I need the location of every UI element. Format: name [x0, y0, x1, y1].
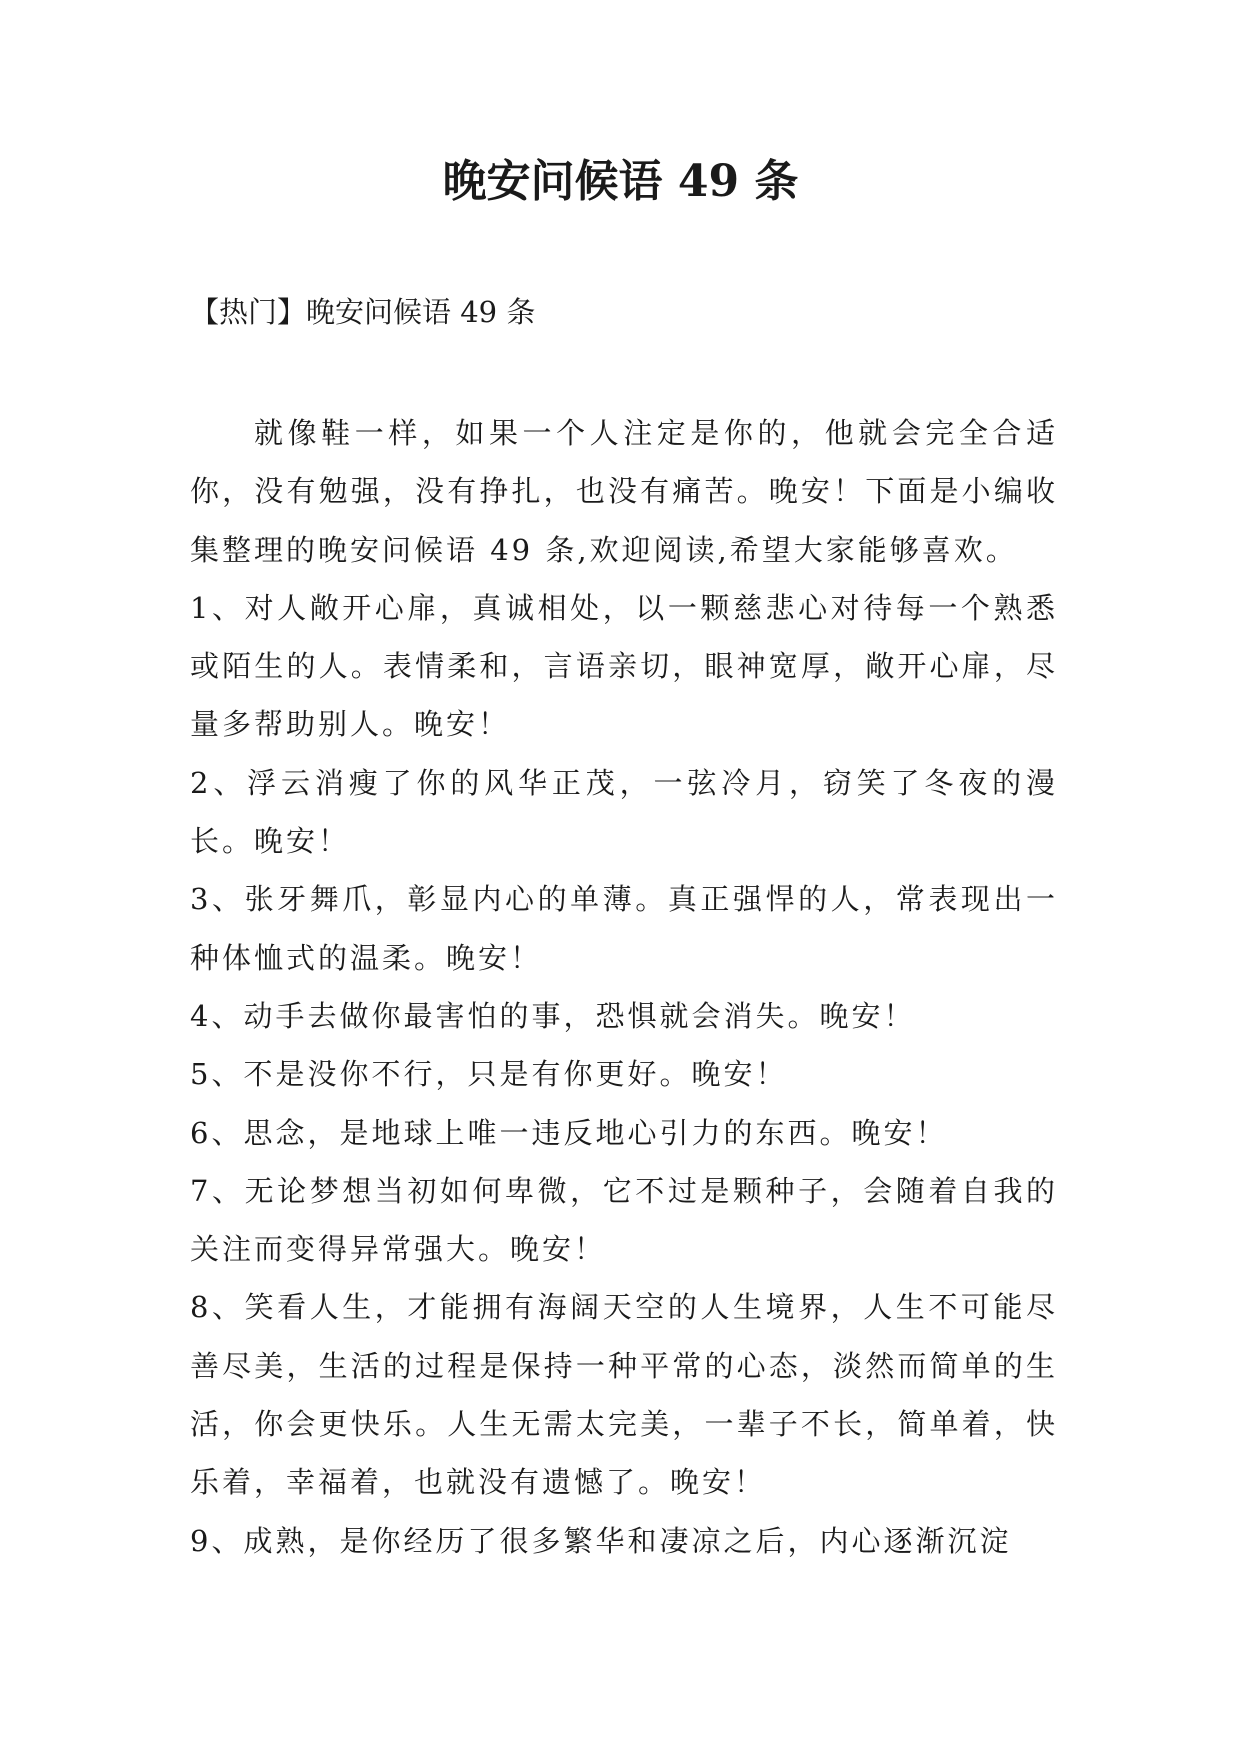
list-item: 1、对人敞开心扉，真诚相处，以一颗慈悲心对待每一个熟悉或陌生的人。表情柔和，言语亲切，眼神宽厚，敞开心扉，尽量多帮助别人。晚安！ [190, 590, 1058, 742]
list-item: 4、动手去做你最害怕的事，恐惧就会消失。晚安！ [190, 998, 916, 1033]
list-item: 5、不是没你不行，只是有你更好。晚安！ [190, 1057, 788, 1092]
list-item: 8、笑看人生，才能拥有海阔天空的人生境界，人生不可能尽善尽美，生活的过程是保持一种平常的心态，淡然而简单的生活，你会更快乐。人生无需太完美，一辈子不长，简单着，快乐着，幸福着，也就没有遗憾了。晚安！ [190, 1290, 1058, 1500]
list-item: 7、无论梦想当初如何卑微，它不过是颗种子，会随着自我的关注而变得异常强大。晚安！ [190, 1173, 1058, 1267]
document-body [190, 404, 1058, 1570]
intro-paragraph: 就像鞋一样，如果一个人注定是你的，他就会完全合适你，没有勉强，没有挣扎，也没有痛苦。晚安！下面是小编收集整理的晚安问候语 49 条,欢迎阅读,希望大家能够喜欢。 [190, 416, 1058, 567]
list-item: 3、张牙舞爪，彰显内心的单薄。真正强悍的人，常表现出一种体恤式的温柔。晚安！ [190, 882, 1058, 975]
list-item: 6、思念，是地球上唯一违反地心引力的东西。晚安！ [190, 1115, 948, 1150]
list-item: 9、成熟，是你经历了很多繁华和凄凉之后，内心逐渐沉淀 [190, 1523, 1012, 1558]
document-title: 晚安问候语 49 条 [442, 156, 799, 207]
document-subtitle: 【热门】晚安问候语 49 条 [190, 295, 536, 329]
list-item: 2、浮云消瘦了你的风华正茂，一弦冷月，窃笑了冬夜的漫长。晚安！ [190, 765, 1058, 859]
